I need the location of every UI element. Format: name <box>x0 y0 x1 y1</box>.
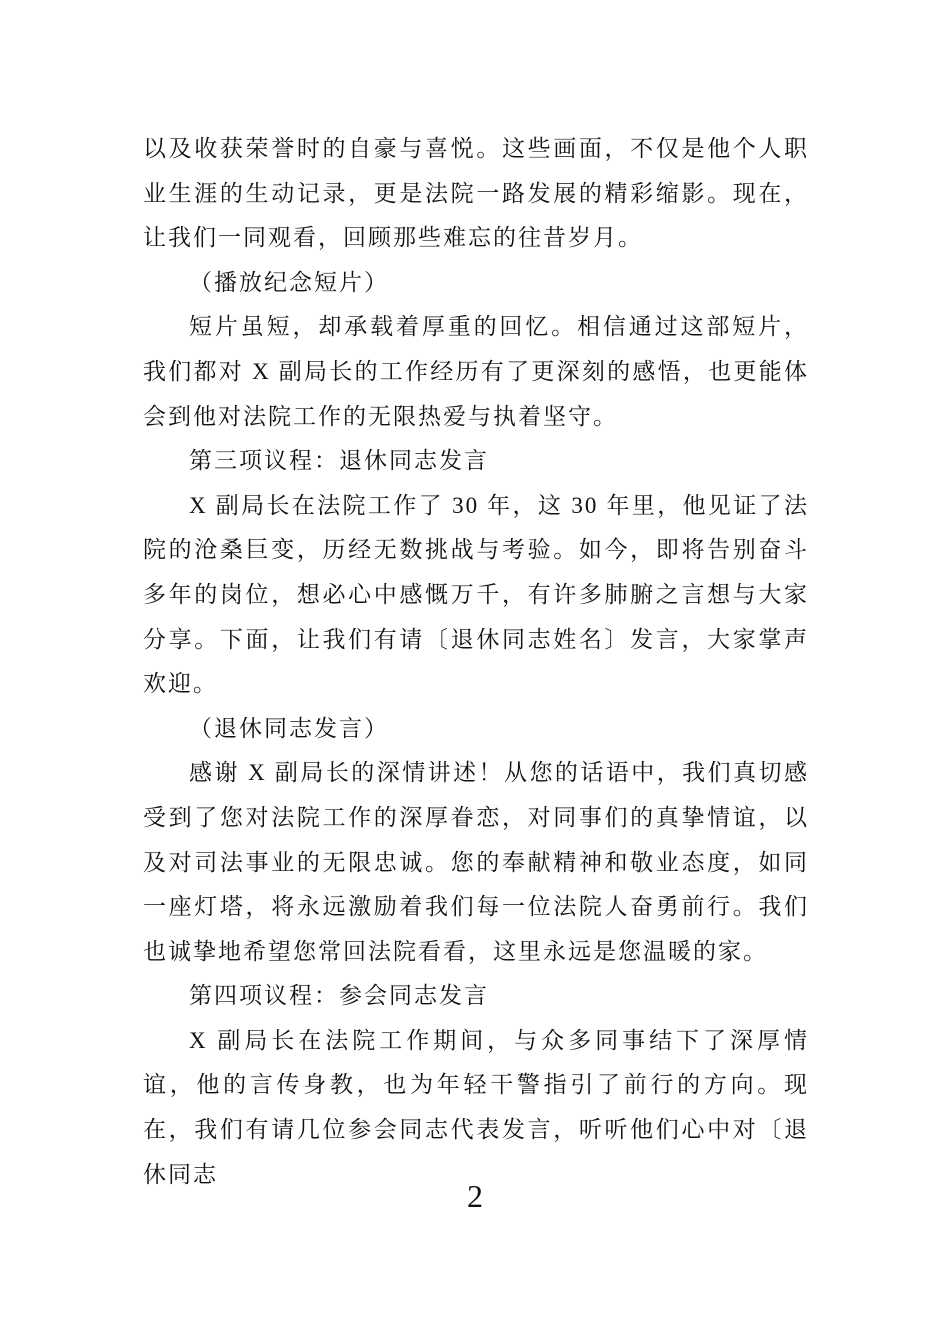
page-footer <box>0 1178 950 1214</box>
paragraph-stage-direction-retiree-speech: （退休同志发言） <box>189 715 389 741</box>
paragraph-agenda-item-3-body: X 副局长在法院工作了 30 年，这 30 年里，他见证了法院的沧桑巨变，历经无数挑战与考验。如今，即将告别奋斗多年的岗位，想必心中感慨万千，有许多肺腑之言想与大家分享。下面，让我们有请〔退休同志姓名〕发言，大家掌声欢迎。 <box>143 492 809 697</box>
paragraph-agenda-item-4-body: X 副局长在法院工作期间，与众多同事结下了深厚情谊，他的言传身教，也为年轻干警指引了前行的方向。现在，我们有请几位参会同志代表发言，听听他们心中对〔退休同志 <box>143 1027 809 1187</box>
paragraph-agenda-item-4-heading: 第四项议程：参会同志发言 <box>189 983 489 1009</box>
paragraph-after-retiree-speech: 感谢 X 副局长的深情讲述！从您的话语中，我们真切感受到了您对法院工作的深厚眷恋，对同事们的真挚情谊，以及对司法事业的无限忠诚。您的奉献精神和敬业态度，如同一座灯塔，将永远激励着我们每一位法院人奋勇前行。我们也诚挚地希望您常回法院看看，这里永远是您温暖的家。 <box>143 760 809 964</box>
paragraph-agenda-item-3-heading: 第三项议程：退休同志发言 <box>189 448 489 474</box>
paragraph-stage-direction-play-video: （播放纪念短片） <box>189 269 389 295</box>
paragraph-after-video: 短片虽短，却承载着厚重的回忆。相信通过这部短片，我们都对 X 副局长的工作经历有了更深刻的感悟，也更能体会到他对法院工作的无限热爱与执着坚守。 <box>143 314 809 429</box>
page-number: 2 <box>467 1178 483 1214</box>
paragraph-continuation: 以及收获荣誉时的自豪与喜悦。这些画面，不仅是他个人职业生涯的生动记录，更是法院一路发展的精彩缩影。现在，让我们一同观看，回顾那些难忘的往昔岁月。 <box>143 136 809 251</box>
document-body <box>143 127 809 1197</box>
